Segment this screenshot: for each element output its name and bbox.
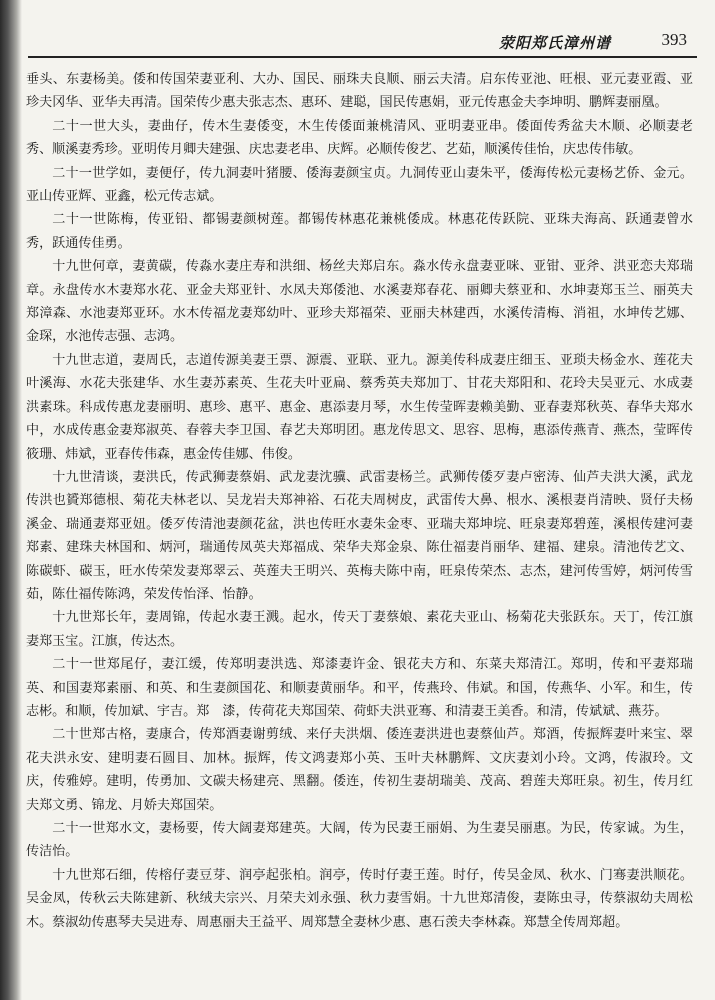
paragraph: 十九世何章，妻黄碳，传淼水妻庄寿和洪细、杨丝夫郑启东。淼水传永盘妻亚咪、亚钳、亚斧、洪亚恋夫郑瑞章。永盘传水木妻郑水花、亚金夫郑亚针、水凤夫郑倭池、水溪妻郑春花、丽卿夫蔡亚和、水坤妻郑玉兰、丽英夫郑漳森、水池妻郑亚环。水木传福龙妻郑幼叶、亚珍夫郑福荣、亚丽夫林建西，水溪传清梅、消祖，水坤传艺娜、金琛，水池传志强、志鸿。 xyxy=(26,259,693,345)
paragraph: 二十一世学如，妻便仔，传九洞妻叶猪腰、倭海妻颜宝贞。九洞传亚山妻朱平，倭海传松元妻杨艺侨、金元。亚山传亚辉、亚鑫，松元传志斌。 xyxy=(26,165,693,205)
page-header xyxy=(28,28,697,58)
paragraph: 十九世清谈，妻洪氏，传武狮妻蔡娟、武龙妻沈骥、武雷妻杨兰。武狮传倭歹妻卢密涛、仙芦夫洪大溪，武龙传洪也贇郑德根、菊花夫林老以、吴龙岩夫郑神裕、石花夫周树皮，武雷传大鼻、根水、溪根妻肖清映、贤仔夫杨溪金、瑞通妻郑亚妞。倭歹传清池妻颜花盆，洪也传旺水妻朱金枣、亚瑞夫郑坤垸、旺泉妻郑碧莲，溪根传建河妻郑素、建珠夫林国和、炳河，瑞通传凤英夫郑福成、荣华夫郑金泉、陈仕福妻肖丽华、建福、建泉。清池传艺文、陈碳虾、碳玉，旺水传荣发妻郑翠云、英莲夫王明兴、英梅夫陈中南，旺泉传荣杰、志杰，建河传雪婷，炳河传雪茹，陈仕福传陈鸿，荣发传怡泽、怡静。 xyxy=(26,469,693,602)
header-rule xyxy=(28,56,697,58)
page-number: 393 xyxy=(661,30,687,49)
book-spine-shadow xyxy=(0,0,22,1000)
paragraph: 十九世郑长年，妻周锦，传起水妻王溅。起水，传天丁妻蔡娘、素花夫亚山、杨菊花夫张跃东。天丁，传江旗妻郑玉宝。江旗，传达杰。 xyxy=(26,610,693,649)
running-title: 荥阳郑氏漳州谱 xyxy=(498,34,611,52)
paragraph: 二十一世郑水文，妻杨要，传大阔妻郑建英。大阔，传为民妻王丽娟、为生妻吴丽惠。为民，传家诚。为生，传洁怡。 xyxy=(26,821,693,860)
page-body xyxy=(26,68,693,934)
paragraph-continuation: 垂头、东妻杨美。倭和传国荣妻亚利、大办、国民、丽珠夫良顺、丽云夫清。启东传亚池、旺根、亚元妻亚霞、亚珍夫冈华、亚华夫再清。国荣传少惠夫张志杰、惠环、建聪，国民传惠娟，亚元传惠金夫李坤明、鹏辉妻丽凰。 xyxy=(26,72,693,111)
paragraph: 二十一世陈梅，传亚铅、都锡妻颜树莲。都锡传林惠花兼桃倭成。林惠花传跃院、亚珠夫海高、跃通妻曾水秀，跃通传佳勇。 xyxy=(26,212,693,251)
paragraph: 二十世郑古格，妻康合，传郑酒妻谢剪绒、来仔夫洪烟、倭连妻洪进也妻蔡仙芦。郑酒，传振辉妻叶来宝、翠花夫洪永安、建明妻石圆目、加林。振辉，传文鸿妻郑小英、玉叶夫林鹏辉、文庆妻刘小玲。文鸿，传淑玲。文庆，传雅婷。建明，传勇加、文碳夫杨建亮、黑翻。倭连，传初生妻胡瑞美、茂高、碧莲夫郑旺泉。初生，传月红夫郑文勇、锦龙、月娇夫郑国荣。 xyxy=(26,727,693,813)
paragraph: 十九世志道，妻周氏，志道传源美妻王票、源震、亚联、亚九。源美传科成妻庄细玉、亚琐夫杨金水、莲花夫叶溪海、水花夫张建华、水生妻苏素英、生花夫叶亚扁、蔡秀英夫郑加丁、甘花夫郑阳和、花玲夫吴亚元、水成妻洪素珠。科成传惠龙妻丽明、惠珍、惠平、惠金、惠添妻月琴，水生传莹晖妻赖美勤、亚春妻郑秋英、春华夫郑水中，水成传惠金妻郑淑英、春蓉夫李卫国、春艺夫郑明团。惠龙传思文、思容、思梅，惠添传燕青、燕杰，莹晖传筱珊、炜斌，亚春传伟森，惠金传佳娜、伟俊。 xyxy=(26,352,693,462)
paragraph: 二十一世大头，妻曲仔，传木生妻倭变，木生传倭面兼桃清风、亚明妻亚串。倭面传秀盆夫木顺、必顺妻老秀、顺溪妻秀珍。亚明传月卿夫建强、庆忠妻老串、庆辉。必顺传俊艺、艺茹，顺溪传佳怡，庆忠传伟敏。 xyxy=(26,118,693,158)
paragraph: 二十一世郑尾仔，妻江缓，传郑明妻洪选、郑漆妻许金、银花夫方和、东菜夫郑清江。郑明，传和平妻郑瑞英、和国妻郑素丽、和英、和生妻颜国花、和顺妻黄丽华。和平，传燕玲、伟斌。和国，传燕华、小军。和生，传志彬。和顺，传加斌、宇吉。郑 漆，传荷花夫郑国荣、荷虾夫洪亚骞、和清妻王美香。和清，传斌斌、燕芬。 xyxy=(26,657,693,719)
paragraph: 十九世郑石细，传榕仔妻豆芽、润亭起张柏。润亭，传时仔妻王莲。时仔，传吴金凤、秋水、门骞妻洪顺花。吴金凤，传秋云夫陈建新、秋绒夫宗兴、月荣夫刘永强、秋力妻雪娟。十九世郑清俊，妻陈虫寻，传蔡淑幼夫周松木。蔡淑幼传惠琴夫吴进寿、周惠丽夫王益平、周郑慧全妻林少惠、惠石羡夫李林森。郑慧全传周郑超。 xyxy=(26,867,693,930)
